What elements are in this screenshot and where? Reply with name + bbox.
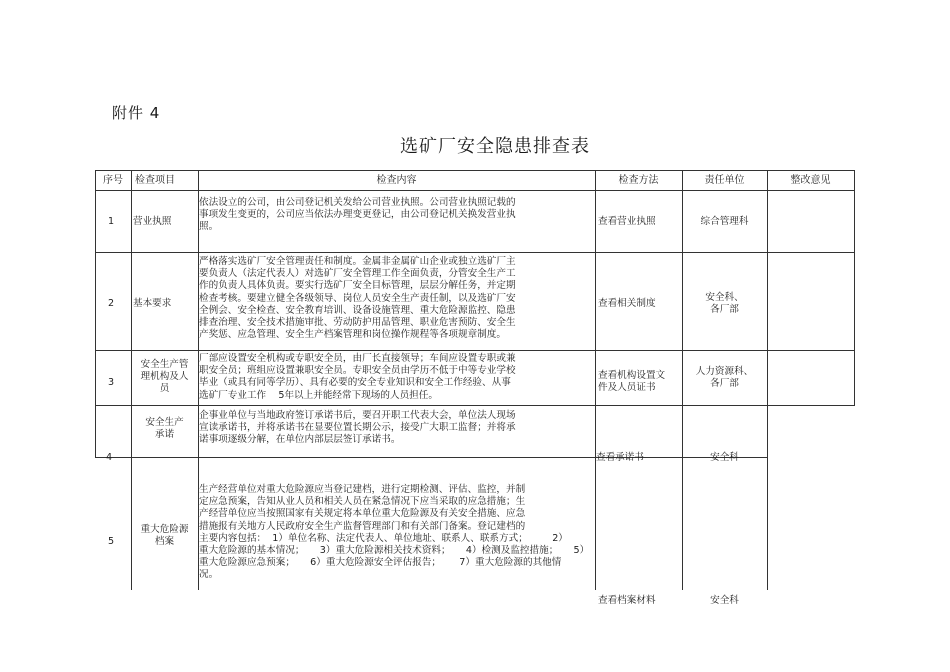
row-1-no: 1 <box>108 216 115 227</box>
header-method: 检查方法 <box>618 175 659 186</box>
table-rule <box>854 170 855 405</box>
row-3-no: 3 <box>108 377 115 388</box>
row-4-content: 企事业单位与当地政府签订承诺书后，要召开职工代表大会，单位法人现场 宣读承诺书，并将承诺书在显要位置长期公示，接受广大职工监督；并将承 诺事项逐级分解，在单位内部层层签订承诺书。 <box>199 410 516 446</box>
table-rule <box>95 170 96 457</box>
row-5-dept: 安全科 <box>710 595 739 606</box>
row-2-dept: 安全科、 各厂部 <box>705 292 744 316</box>
row-3-method: 查看机构设置文 件及人员证书 <box>598 370 666 394</box>
table-rule <box>95 457 767 458</box>
row-3-item: 安全生产管 理机构及人 员 <box>140 359 189 395</box>
table-rule <box>95 190 855 191</box>
row-2-content: 严格落实选矿厂安全管理责任和制度。金属非金属矿山企业或独立选矿厂主 要负责人（法定代表人）对选矿厂安全管理工作全面负责，分管安全生产工 作的负责人具体负责。要实行选矿厂安全目标管理，层层分解任务，并定期 检查考核。要建立健全各级领导、岗位人员安全生产责任制，以及选矿厂安 全例会、安全检查、安全教育培训、设备设施管理、重大危险源监控、隐患 排查治理、安全技术措施审批、劳动防护用品管理、职业危害预防、安全生 产奖惩、应急管理、安全生产档案管理和岗位操作规程等各项规章制度。 <box>199 256 516 341</box>
row-2-item: 基本要求 <box>133 298 172 309</box>
row-2-no: 2 <box>108 298 115 309</box>
row-4-no: 4 <box>106 452 113 463</box>
hazard-inspection-table <box>95 170 855 670</box>
header-content: 检查内容 <box>376 175 417 186</box>
table-rule <box>95 405 855 406</box>
row-3-dept: 人力资源科、 各厂部 <box>695 366 754 390</box>
table-rule <box>767 170 768 590</box>
row-1-item: 营业执照 <box>133 216 172 227</box>
table-rule <box>95 252 855 253</box>
row-5-method: 查看档案材料 <box>598 595 656 606</box>
header-opinion: 整改意见 <box>790 175 831 186</box>
header-dept: 责任单位 <box>704 175 745 186</box>
row-4-item: 安全生产 承诺 <box>145 417 184 441</box>
attachment-label: 附件 4 <box>112 104 161 122</box>
row-1-dept: 综合管理科 <box>700 216 749 227</box>
header-no: 序号 <box>103 175 123 186</box>
row-5-content: 生产经营单位对重大危险源应当登记建档，进行定期检测、评估、监控，并制 定应急预案，告知从业人员和相关人员在紧急情况下应当采取的应急措施；生 产经营单位应当按照国家有关规定将本单位重大危险源及有关安全措施、应急 措施报有关地方人民政府安全生产监督管理部门和有关部门备案。登记建档的 主要内容包括： 1）单位名称、法定代表人、单位地址、联系人、联系方式； 2） 重大危险源的基本情况； 3）重大危险源相关技术资料； 4）检测及监控措施； 5） 重大危险源应急预案； 6）重大危险源安全评估报告； 7）重大危险源的其他情 况。 <box>199 484 590 581</box>
row-1-method: 查看营业执照 <box>598 216 656 227</box>
row-4-dept: 安全科 <box>710 452 739 463</box>
row-2-method: 查看相关制度 <box>598 298 656 309</box>
table-rule <box>95 350 855 351</box>
row-3-content: 厂部应设置安全机构或专职安全员，由厂长直接领导；车间应设置专职或兼 职安全员；班组应设置兼职安全员。专职安全员由学历不低于中等专业学校 毕业（或具有同等学历）、具有必要的安全专业知识和安全工作经验、从事 选矿厂专业工作 5年以上并能经常下现场的人员担任。 <box>199 353 516 401</box>
row-5-no: 5 <box>108 536 115 547</box>
row-4-method: 查看承诺书 <box>596 452 644 463</box>
table-rule <box>595 170 596 590</box>
header-item: 检查项目 <box>135 175 175 186</box>
document-title: 选矿厂安全隐患排查表 <box>400 136 590 157</box>
row-1-content: 依法设立的公司，由公司登记机关发给公司营业执照。公司营业执照记载的 事项发生变更的，公司应当依法办理变更登记，由公司登记机关换发营业执 照。 <box>199 197 516 233</box>
row-5-item: 重大危险源 档案 <box>140 524 189 548</box>
table-rule <box>95 170 855 171</box>
